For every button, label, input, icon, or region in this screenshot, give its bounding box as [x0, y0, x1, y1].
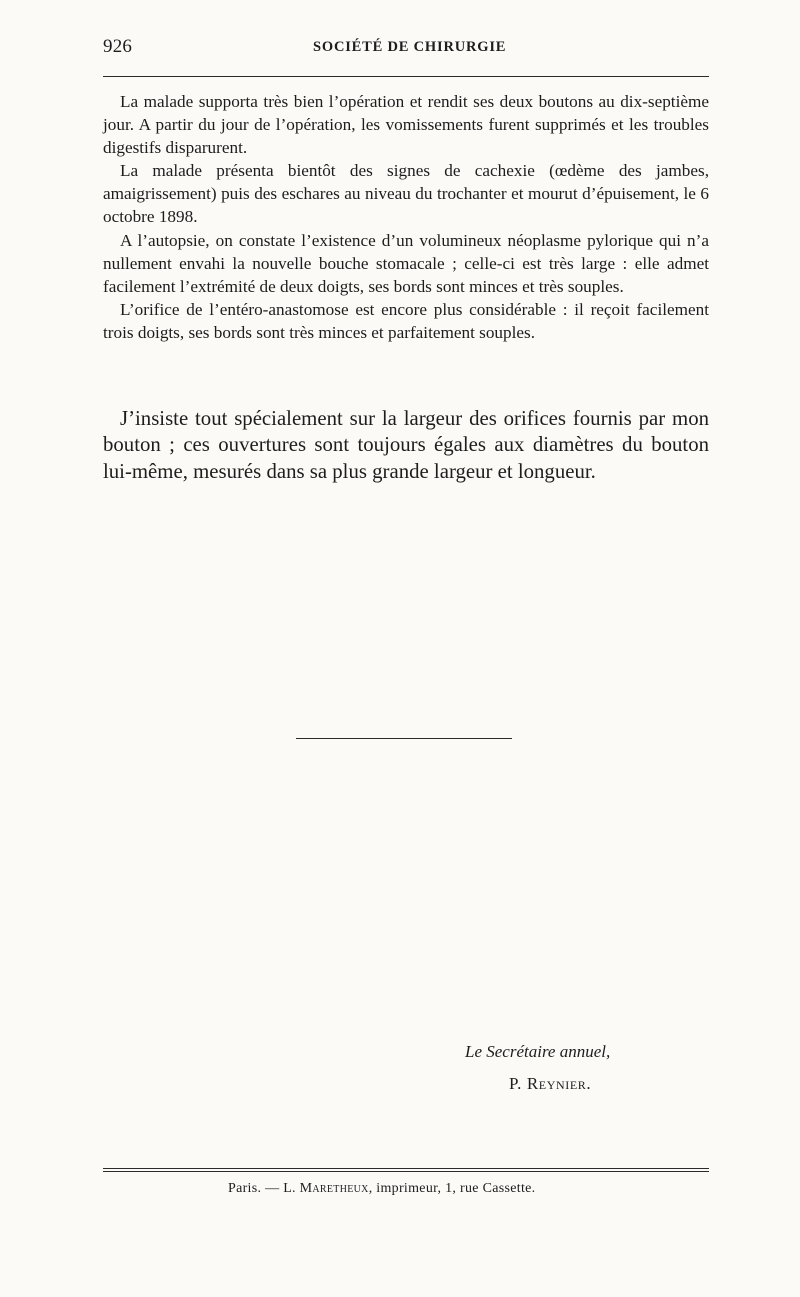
header-rule [103, 76, 709, 77]
running-head: SOCIÉTÉ DE CHIRURGIE [313, 39, 507, 55]
section-divider [296, 738, 512, 739]
imprint-printer-name: Maretheux [299, 1181, 369, 1196]
lead-text [103, 406, 709, 485]
signature-name: P. Reynier. [509, 1074, 592, 1093]
footer-rule-lower [103, 1171, 709, 1172]
printer-imprint [228, 1181, 535, 1197]
paragraph: La malade présenta bientôt des signes de cachexie (œdème des jambes, amaigrissement) puis des eschares au niveau du trochanter et mourut d’épuisement, le 6 octobre 1898. [103, 161, 709, 227]
paragraph: A l’autopsie, on constate l’existence d’un volumineux néoplasme pylorique qui n’a nullement envahi la nouvelle bouche stomacale ; celle-ci est très large : elle admet facilement l’extrémité de deux doigts, ses bords sont minces et très souples. [103, 230, 709, 296]
imprint-suffix: , imprimeur, 1, rue Cassette. [368, 1181, 536, 1196]
page-number: 926 [103, 36, 133, 57]
footer-rule-upper [103, 1168, 709, 1169]
lead-paragraph: J’insiste tout spécialement sur la largeur des orifices fournis par mon bouton ; ces ouvertures sont toujours égales aux diamètres du bouton lui-même, mesurés dans sa plus grande largeur et longueur. [103, 407, 709, 483]
page-header [103, 36, 709, 60]
imprint-prefix: Paris. — L. [228, 1181, 300, 1196]
paragraph: L’orifice de l’entéro-anastomose est encore plus considérable : il reçoit facilement trois doigts, ses bords sont très minces et parfaitement souples. [103, 299, 709, 342]
body-text [103, 90, 709, 344]
paragraph: La malade supporta très bien l’opération et rendit ses deux boutons au dix-septième jour. A partir du jour de l’opération, les vomissements furent supprimés et les troubles digestifs disparurent. [103, 92, 709, 158]
signature-title: Le Secrétaire annuel, [465, 1042, 611, 1061]
